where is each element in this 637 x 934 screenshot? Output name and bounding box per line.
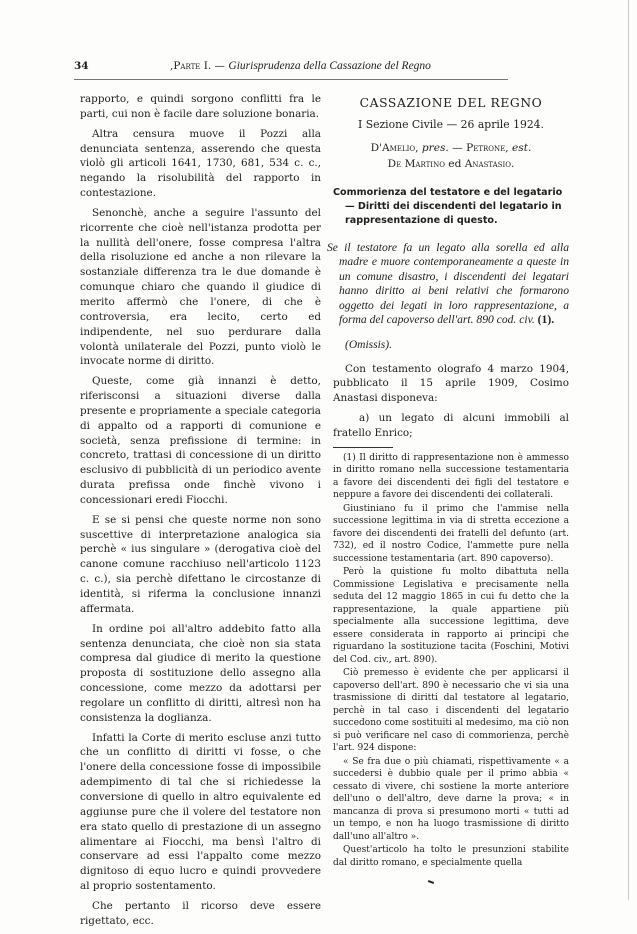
running-head-title: ,Parte I. — Giurisprudenza della Cassazione del Regno [170, 60, 431, 72]
footnote-paragraph: (1) Il diritto di rappresentazione non è ammesso in diritto romano nella successione testamentaria a favore dei discendenti dei figli del testatore e neppure a favore dei discendenti dei collaterali. [333, 452, 569, 501]
footnote-paragraph: Quest'articolo ha tolto le presunzioni stabilite dal diritto romano, e specialmente quella [333, 845, 569, 868]
page-number: 34 [74, 60, 89, 72]
paragraph: Infatti la Corte di merito escluse anzi tutto che un conflitto di diritti vi fosse, o che l'onere della concessione fosse di impossibile adempimento di tal che si richiedesse la conversione di quello in altro equivalente ed aggiunse pure che il volere del testatore non era stato quello di prestazione di un assegno alimentare ai Fiocchi, ma bensì l'altro di conservare ad essi l'appalto come mezzo dignitoso di equo lucro e quindi provvedere al proprio sostentamento. [80, 731, 321, 893]
court-title: CASSAZIONE DEL REGNO [359, 96, 543, 110]
journal-title: Giurisprudenza della Cassazione del Regno [228, 60, 431, 72]
list-item: a) un legato di alcuni immobili al fratello Enrico; [333, 412, 569, 439]
paragraph: Queste, come già innanzi è detto, riferisconsi a situazioni diverse dalla presente e propriamente a speciale categoria di appalto od a rapporti di comunione e società, senza prefissione di termine: in concreto, trattasi di concessione di un diritto esclusivo di pubblicità di un periodico avente durata prefissa onde finchè vivono i concessionari eredi Fiocchi. [80, 375, 321, 506]
footnote-ref: (1). [534, 313, 555, 327]
running-head [74, 60, 506, 76]
section-and-date: I Sezione Civile — 26 aprile 1924. [358, 117, 544, 131]
case-subject-heading: Commorienza del testatore e del legatario — Diritti dei discendenti del legatario in rappresentazione di questo. [333, 186, 563, 226]
paragraph: In ordine poi all'altro addebito fatto alla sentenza denunciata, che cioè non sia stata compresa dal giudice di merito la questione proposta di sostituzione dello assegno alla concessione, come mezzo da adottarsi per regolare un conflitto di diritti, altresì non ha consistenza la doglianza. [80, 622, 321, 724]
footnote-paragraph: Giustiniano fu il primo che l'ammise nella successione legittima in via di stretta eccezione a favore dei discendenti dei fratelli del defunto (art. 732), ed il nostro Codice, l'ammette pure nella successione testamentaria (art. 890 capoverso). [333, 503, 569, 564]
left-column [80, 92, 321, 934]
paragraph: rapporto, e quindi sorgono conflitti fra le parti, cui non è facile dare soluzione bonaria. [80, 93, 321, 120]
paragraph: Con testamento olografo 4 marzo 1904, pubblicato il 15 aprile 1909, Cosimo Anastasi disponeva: [333, 362, 569, 405]
footnote-quotation: « Se fra due o più chiamati, rispettivamente « a succedersi è dubbio quale per il primo abbia « cessato di vivere, chi sostiene la morte anteriore dell'uno o dell'altro, deve darne la prova; « in mancanza di prova si presumono morti « tutti ad un tempo, e non ha luogo trasmissione di diritto dall'uno all'altro ». [333, 756, 569, 842]
footnote-separator [333, 447, 393, 448]
footnotes [333, 452, 569, 870]
page-edge-line [628, 0, 629, 900]
judges: D'Amelio, pres. — Petrone, est. De Martino ed Anastasio. [370, 141, 532, 170]
part-label: ,Parte I. [170, 60, 212, 72]
paragraph: Senonchè, anche a seguire l'assunto del ricorrente che cioè nell'istanza prodotta per la nullità dell'onere, fosse compresa l'altra della risoluzione ed anche a non rilevare la sostanziale differenza tra le due domande è comunque chiaro che quando il giudice di merito affermò che l'onere, di che è controversia, era lecito, certo ed indipendente, nel suo perdurare dalla volontà unilaterale del Pozzi, punto violò le invocate norme di diritto. [80, 206, 321, 368]
omissis: (Omissis). [345, 338, 392, 351]
header-rule [74, 79, 508, 80]
paragraph: E se si pensi che queste norme non sono suscettive di interpretazione analogica sia perchè « ius singulare » (derogativa cioè del canone comune racchiuso nell'articolo 1123 c. c.), sia perchè difettano le circostanze di identità, si riferma la conclusione innanzi affermata. [80, 513, 321, 615]
right-column [327, 92, 569, 869]
footnote-paragraph: Ciò premesso è evidente che per applicarsi il capoverso dell'art. 890 è necessario che vi sia una trasmissione di diritti dal testatore al legatario, perchè in tal caso i discendenti del legatario succedono come sostituiti al medesimo, ma ciò non si può verificare nel caso di commorienza, perchè l'art. 924 dispone: [333, 668, 569, 754]
paragraph: Altra censura muove il Pozzi alla denunciata sentenza, asserendo che questa violò gli articoli 1641, 1730, 681, 534 c. c., negando la risolubilità del rapporto in contestazione. [80, 127, 321, 200]
legal-maxim: Se il testatore fa un legato alla sorella ed alla madre e muore contemporaneamente a queste in un comune disastro, i discendenti dei legatari hanno diritto ai beni relativi che formarono oggetto dei legati in loro rappresentazione, a forma del capoverso dell'art. 890 cod. civ. (1). [327, 240, 569, 327]
paragraph: Che pertanto il ricorso deve essere rigettato, ecc. [80, 899, 321, 927]
ink-mark [428, 880, 434, 884]
footnote-paragraph: Però la quistione fu molto dibattuta nella Commissione Legislativa e precisamente nella seduta del 12 maggio 1865 in cui fu detto che la rappresentazione, la quale appartiene più specialmente alla successione legittima, deve essere considerata in rapporto ai principi che riguardano la sostituzione tacita (Foschini, Motivi del Cod. civ., art. 890). [333, 567, 569, 665]
